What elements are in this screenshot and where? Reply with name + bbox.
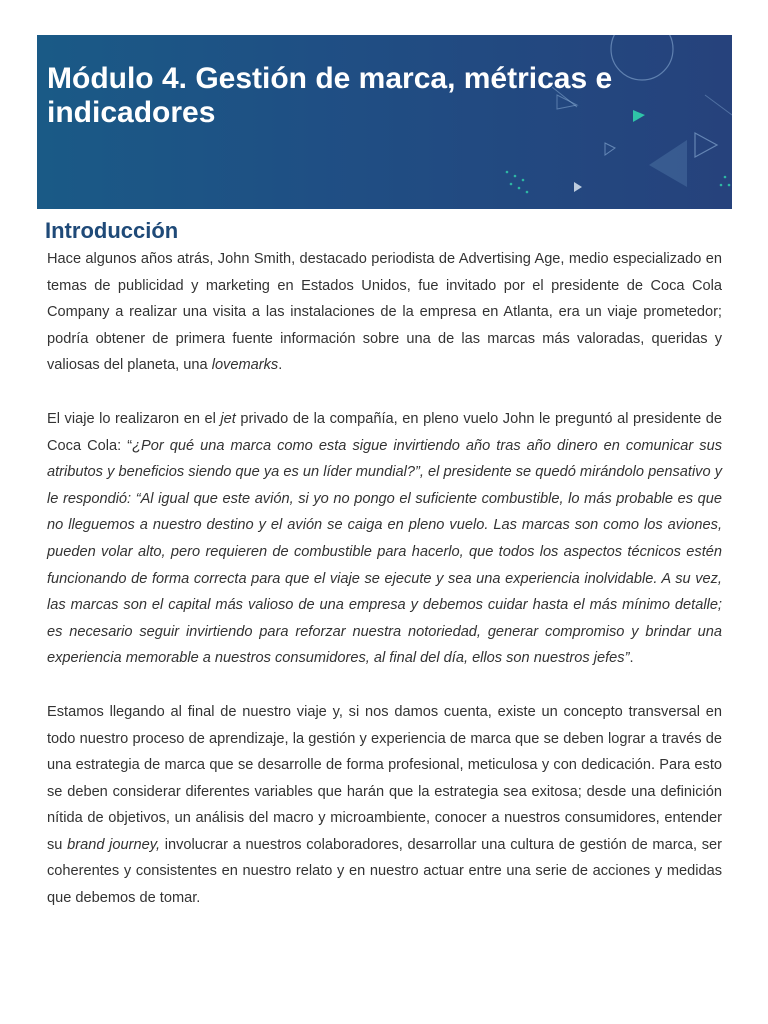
italic-text-run: ¿Por qué una marca como esta sigue invirtiendo año tras año dinero en comunicar sus atributos y beneficios siendo que ya es un líder mundial?”, el presidente se quedó mirándolo pensativo y le respondió: “Al igual que este avión, si yo no pongo el suficiente combustible, lo más probable es que no lleguemos a nuestro destino y el avión se caiga en pleno vuelo. Las marcas son como los aviones, pueden volar alto, pero requieren de combustible para hacerlo, que todos los aspectos técnicos estén funcionando de forma correcta para que el viaje se ejecute y sea una experiencia inolvidable. A su vez, las marcas son el capital más valioso de una empresa y debemos cuidar hasta el más mínimo detalle; es necesario seguir invirtiendo para reforzar nuestra notoriedad, generar compromiso y brindar una experiencia memorable a nuestros consumidores, al final del día, ellos son nuestros jefes” xyxy=(47,437,722,667)
paragraph xyxy=(47,406,722,672)
text-run: Estamos llegando al final de nuestro viaje y, si nos damos cuenta, existe un concepto transversal en todo nuestro proceso de aprendizaje, la gestión y experiencia de marca que se deben lograr a través de una estrategia de marca que se desarrolle de forma profesional, meticulosa y con dedicación. Para esto se deben considerar diferentes variables que harán que la estrategia sea exitosa; desde una definición nítida de objetivos, un análisis del macro y microambiente, conocer a nuestros consumidores, entender su xyxy=(47,703,722,853)
text-run: Hace algunos años atrás, John Smith, destacado periodista de Advertising Age, medio especializado en temas de publicidad y marketing en Estados Unidos, fue invitado por el presidente de Coca Cola Company a realizar una visita a las instalaciones de la empresa en Atlanta, era un viaje prometedor; podría obtener de primera fuente información sobre una de las marcas más valoradas, queridas y valiosas del planeta, una xyxy=(47,251,722,374)
article-body xyxy=(47,246,722,912)
text-run: privado de la compañía, en pleno vuelo John le preguntó al presidente de Coca Cola: “ xyxy=(47,410,722,454)
italic-text-run: brand journey, xyxy=(67,836,161,853)
module-title: Módulo 4. Gestión de marca, métricas e indicadores xyxy=(47,62,613,129)
text-run: . xyxy=(629,650,634,667)
italic-text-run: lovemarks xyxy=(211,357,279,374)
paragraph xyxy=(47,246,722,379)
section-title: Introducción xyxy=(45,218,179,243)
paragraph xyxy=(47,699,722,912)
module-banner xyxy=(37,35,732,209)
text-run: involucrar a nuestros colaboradores, desarrollar una cultura de gestión de marca, ser coherentes y consistentes en nuestro relato y en nuestro actuar entre una serie de acciones y medidas que debemos de tomar. xyxy=(47,836,723,907)
text-run: El viaje lo realizaron en el xyxy=(47,410,221,427)
italic-text-run: jet xyxy=(220,410,236,427)
text-run: . xyxy=(278,357,283,374)
